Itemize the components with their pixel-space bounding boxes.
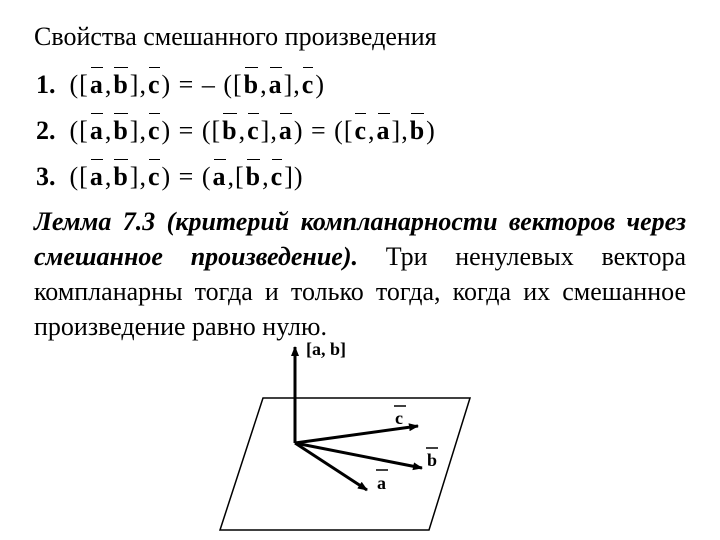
vector-b: b xyxy=(243,70,260,99)
property-number: 3. xyxy=(36,162,56,191)
vector-a: a xyxy=(89,116,104,145)
vector-c-arrow xyxy=(295,426,418,443)
property-number: 1. xyxy=(36,70,56,99)
vector-b: b xyxy=(409,116,426,145)
label-ab: [a, b] xyxy=(306,339,346,359)
lemma-body: Три ненулевых вектора компланарны тогда и только тогда, когда их смешанное произведение равно нулю. xyxy=(34,242,686,341)
vector-a: a xyxy=(376,116,391,145)
vector-c: c xyxy=(147,162,161,191)
label-b: b xyxy=(427,450,438,470)
vector-c: c xyxy=(147,70,161,99)
vector-a: a xyxy=(89,162,104,191)
vector-b: b xyxy=(222,116,238,145)
label-a: a xyxy=(377,473,386,493)
vector-a: a xyxy=(268,70,283,99)
property-formula: ([a,b],c) = ([b,c],a) = ([c,a],b) xyxy=(69,116,436,145)
slide-title: Свойства смешанного произведения xyxy=(34,22,437,51)
vector-b: b xyxy=(113,162,129,191)
vector-a: a xyxy=(89,70,104,99)
vector-b: b xyxy=(113,116,129,145)
vector-a: a xyxy=(212,162,227,191)
property-formula: ([a,b],c) = – ([b,a],c) xyxy=(69,70,326,99)
vector-c: c xyxy=(301,70,315,99)
vector-c: c xyxy=(354,116,368,145)
vector-c: c xyxy=(147,116,161,145)
vector-b: b xyxy=(245,162,262,191)
vector-a: a xyxy=(278,116,293,145)
vector-c: c xyxy=(247,116,260,145)
vector-c: c xyxy=(270,162,284,191)
property-formula: ([a,b],c) = (a,[b,c]) xyxy=(69,162,304,191)
label-c: c xyxy=(395,408,403,428)
property-number: 2. xyxy=(36,116,56,145)
lemma-heading: Лемма 7.3 (критерий компланарности векторов через смешанное произведение). xyxy=(34,207,686,271)
vector-b: b xyxy=(113,70,129,99)
